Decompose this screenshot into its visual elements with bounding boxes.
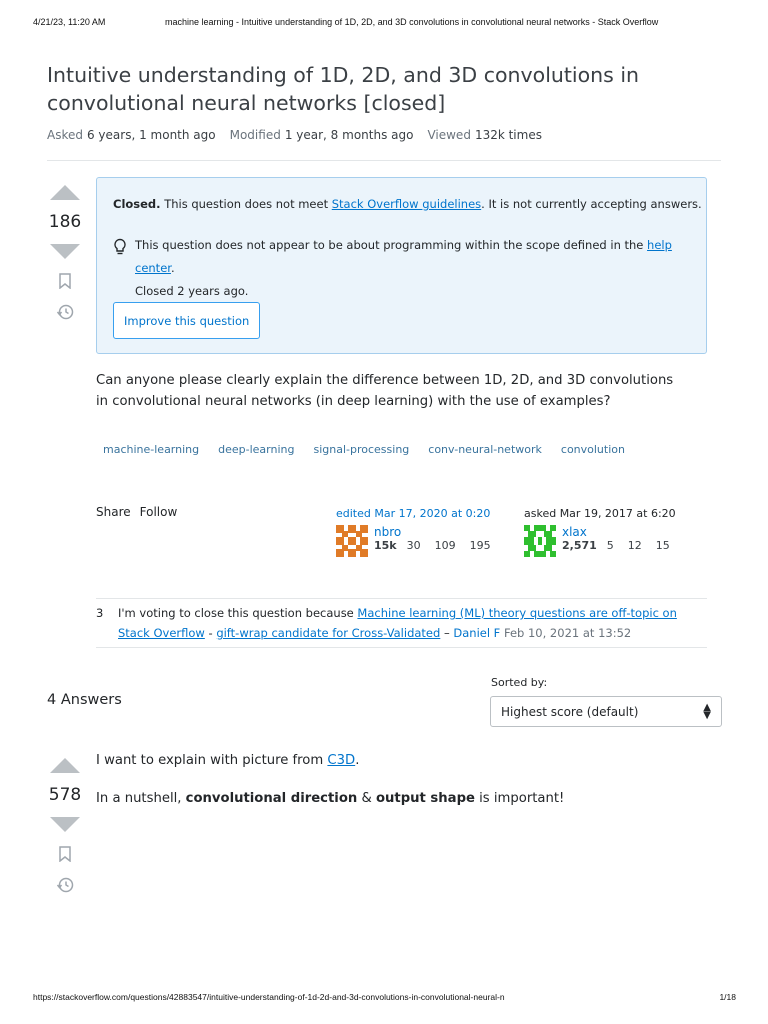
answer-bold-output: output shape bbox=[375, 791, 475, 806]
owner-reputation: 2,571 bbox=[562, 539, 597, 552]
editor-signature bbox=[336, 507, 505, 557]
sorted-by-label: Sorted by: bbox=[491, 676, 548, 689]
comment bbox=[96, 603, 706, 643]
tag-convolution[interactable]: convolution bbox=[560, 443, 625, 456]
question-meta bbox=[47, 128, 542, 142]
print-url: https://stackoverflow.com/questions/42883547/intuitive-understanding-of-1d-2d-and-3d-convolutions-in-convolutional-neural-n bbox=[33, 992, 505, 1002]
closed-text-1: This question does not meet bbox=[164, 197, 329, 211]
comment-link-offtopic[interactable]: Machine learning (ML) theory questions are off-topic on Stack Overflow bbox=[118, 606, 677, 640]
improve-question-button[interactable]: Improve this question bbox=[113, 302, 260, 339]
question-tags bbox=[96, 443, 637, 456]
owner-signature bbox=[524, 507, 684, 557]
edited-timestamp[interactable]: edited Mar 17, 2020 at 0:20 bbox=[336, 507, 491, 520]
tag-deep-learning[interactable]: deep-learning bbox=[218, 443, 295, 456]
viewed-value: 132k times bbox=[474, 128, 542, 142]
viewed-meta bbox=[427, 128, 542, 142]
answer-line-1-text: I want to explain with picture from bbox=[96, 753, 328, 768]
sort-selected-value: Highest score (default) bbox=[501, 704, 639, 719]
owner-name[interactable]: xlax bbox=[562, 525, 587, 539]
question-vote-count: 186 bbox=[48, 212, 82, 232]
answer-bold-direction: convolutional direction bbox=[185, 791, 358, 806]
owner-gold-badges: 5 bbox=[606, 539, 614, 552]
question-body: Can anyone please clearly explain the difference between 1D, 2D, and 3D convolutions in convolutional neural networks (in deep learning) with the use of examples? bbox=[96, 373, 674, 409]
comments-bottom-divider bbox=[96, 647, 707, 648]
closed-when: Closed 2 years ago. bbox=[135, 284, 249, 298]
modified-value[interactable]: 1 year, 8 months ago bbox=[284, 128, 414, 142]
comment-sep-1: - bbox=[204, 626, 217, 640]
sort-select[interactable] bbox=[490, 696, 722, 727]
owner-avatar[interactable] bbox=[524, 525, 556, 557]
tag-conv-neural-network[interactable]: conv-neural-network bbox=[428, 443, 542, 456]
editor-user bbox=[336, 525, 505, 557]
follow-link[interactable]: Follow bbox=[139, 505, 178, 519]
asked-label: Asked bbox=[47, 128, 83, 142]
comment-author[interactable]: Daniel F bbox=[453, 626, 501, 640]
editor-avatar[interactable] bbox=[336, 525, 368, 557]
modified-label: Modified bbox=[229, 128, 281, 142]
answers-count: 4 Answers bbox=[47, 692, 122, 708]
print-page-number: 1/18 bbox=[719, 992, 736, 1002]
asked-meta bbox=[47, 128, 216, 142]
answer-line-1-end: . bbox=[355, 753, 360, 768]
lightbulb-icon bbox=[113, 238, 127, 303]
answer-line-1 bbox=[96, 750, 676, 771]
comment-text: I'm voting to close this question because bbox=[118, 606, 354, 620]
post-menu bbox=[96, 505, 177, 519]
question-title[interactable]: Intuitive understanding of 1D, 2D, and 3D convolutions in convolutional neural networks [closed] bbox=[47, 63, 640, 115]
answer-line-2 bbox=[96, 788, 676, 809]
owner-user bbox=[524, 525, 684, 557]
closed-label: Closed. bbox=[113, 197, 161, 211]
owner-silver-badges: 12 bbox=[627, 539, 642, 552]
closed-notice bbox=[96, 177, 707, 354]
editor-reputation: 15k bbox=[374, 539, 397, 552]
editor-reputation-row bbox=[374, 539, 505, 552]
answer-line-2-pre: In a nutshell, bbox=[96, 791, 186, 806]
answer-votecell bbox=[45, 758, 85, 898]
owner-bronze-badges: 15 bbox=[655, 539, 670, 552]
comment-date[interactable]: Feb 10, 2021 at 13:52 bbox=[503, 626, 632, 640]
closed-text-2: . It is not currently accepting answers. bbox=[481, 197, 702, 211]
print-footer bbox=[33, 992, 736, 1002]
comment-sep-2: – bbox=[440, 626, 454, 640]
answer-downvote-icon[interactable] bbox=[50, 817, 80, 832]
upvote-icon[interactable] bbox=[50, 185, 80, 200]
close-reason-end: . bbox=[170, 261, 175, 275]
share-link[interactable]: Share bbox=[96, 505, 131, 519]
closed-notice-line bbox=[113, 197, 702, 211]
asked-value: 6 years, 1 month ago bbox=[86, 128, 216, 142]
help-center-link[interactable]: help center bbox=[135, 238, 672, 275]
editor-gold-badges: 30 bbox=[406, 539, 421, 552]
history-icon[interactable] bbox=[56, 303, 74, 325]
viewed-label: Viewed bbox=[427, 128, 471, 142]
close-reason-text: This question does not appear to be about programming within the scope defined in the bbox=[135, 238, 644, 252]
guidelines-link[interactable]: Stack Overflow guidelines bbox=[331, 197, 482, 211]
downvote-icon[interactable] bbox=[50, 244, 80, 259]
editor-bronze-badges: 195 bbox=[469, 539, 491, 552]
owner-reputation-row bbox=[562, 539, 684, 552]
editor-silver-badges: 109 bbox=[434, 539, 456, 552]
answer-bookmark-icon[interactable] bbox=[58, 846, 72, 866]
c3d-link[interactable]: C3D bbox=[327, 753, 356, 768]
comments-top-divider bbox=[96, 598, 707, 599]
print-timestamp: 4/21/23, 11:20 AM bbox=[33, 17, 106, 27]
modified-meta bbox=[230, 128, 414, 142]
bookmark-icon[interactable] bbox=[58, 273, 72, 293]
print-header bbox=[33, 17, 728, 27]
print-page-title: machine learning - Intuitive understanding of 1D, 2D, and 3D convolutions in convolutional neural networks - Stack Overflow bbox=[165, 17, 659, 27]
comment-score: 3 bbox=[96, 606, 104, 620]
answer-line-2-post: is important! bbox=[474, 791, 565, 806]
answer-vote-count: 578 bbox=[48, 785, 82, 805]
tag-machine-learning[interactable]: machine-learning bbox=[103, 443, 200, 456]
answer-line-2-mid: & bbox=[357, 791, 376, 806]
header-divider bbox=[47, 160, 721, 161]
comment-link-giftwrap[interactable]: gift-wrap candidate for Cross-Validated bbox=[216, 626, 441, 640]
editor-name[interactable]: nbro bbox=[374, 525, 402, 539]
tag-signal-processing[interactable]: signal-processing bbox=[313, 443, 410, 456]
answer-history-icon[interactable] bbox=[56, 876, 74, 898]
comment-body bbox=[118, 603, 706, 643]
asked-timestamp: asked Mar 19, 2017 at 6:20 bbox=[524, 507, 676, 520]
question-votecell bbox=[45, 185, 85, 325]
close-reason bbox=[113, 238, 706, 303]
sort-updown-icon: ▲ ▼ bbox=[703, 701, 711, 721]
answer-upvote-icon[interactable] bbox=[50, 758, 80, 773]
